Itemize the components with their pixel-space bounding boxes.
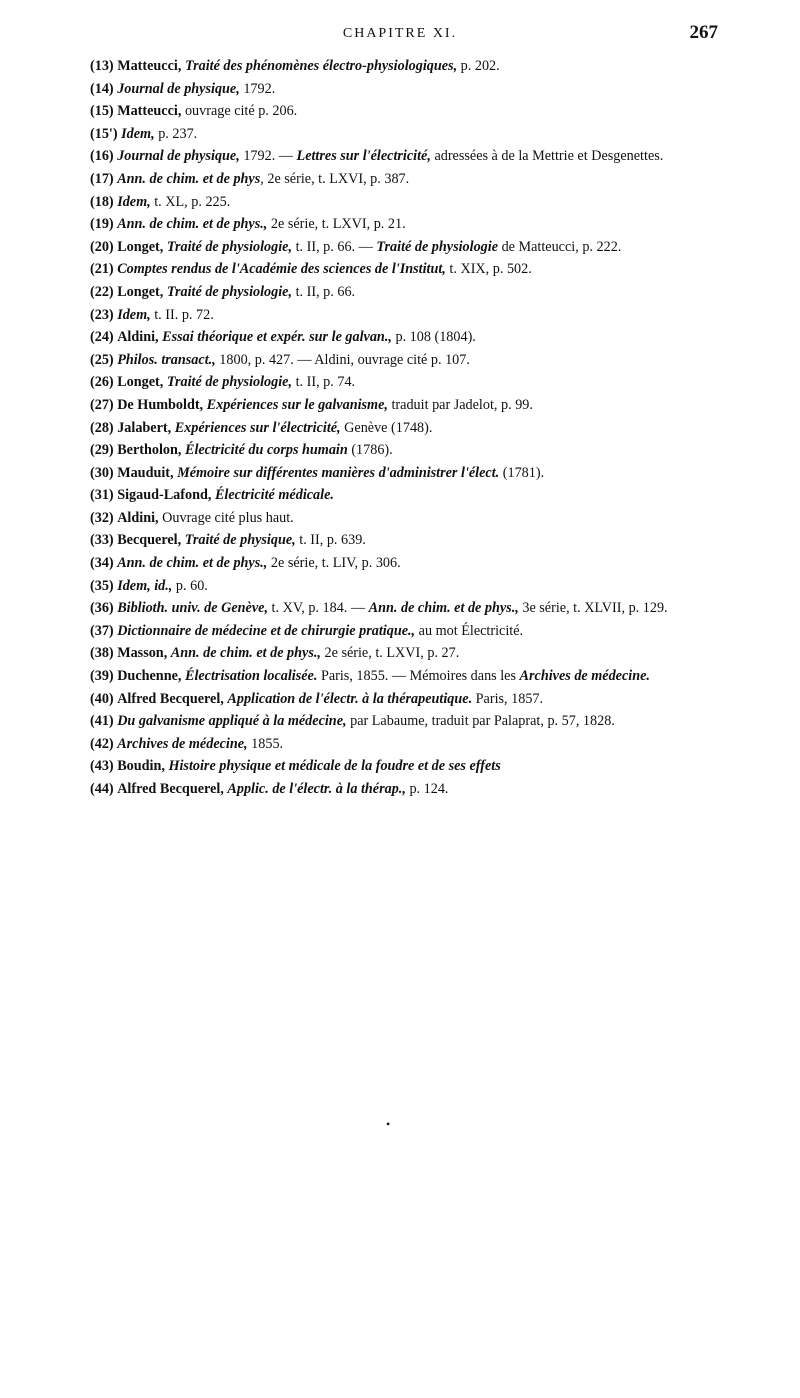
endnote-title: Ann. de chim. et de phys.,	[117, 216, 268, 233]
endnotes-list	[90, 55, 780, 801]
endnote-title: Traité de physiologie,	[166, 374, 293, 391]
endnote-author: De Humboldt,	[117, 396, 204, 413]
endnote-number: (16)	[90, 148, 114, 165]
endnote-author: Bertholon,	[117, 442, 182, 459]
endnote-number: (26)	[90, 374, 114, 391]
endnote-title: Ann. de chim. et de phys.,	[170, 645, 321, 662]
endnote-text: p. 108 (1804).	[391, 329, 476, 346]
endnote-author: Matteucci,	[117, 103, 182, 120]
endnote-title: Idem,	[121, 125, 155, 142]
endnote-text: Paris, 1855. — Mémoires dans les	[317, 668, 520, 685]
endnote-text: , 2e série, t. LXVI, p. 387.	[260, 170, 410, 187]
endnote-number: (31)	[90, 487, 114, 504]
endnote-title: Dictionnaire de médecine et de chirurgie pratique.,	[117, 622, 416, 639]
endnote-title: Traité de physiologie,	[166, 283, 293, 300]
endnote-number: (34)	[90, 555, 114, 572]
endnote-author: Longet,	[117, 374, 164, 391]
endnote-text: au mot Électricité.	[415, 622, 524, 639]
endnote-number: (18)	[90, 193, 114, 210]
endnote-number: (43)	[90, 758, 114, 775]
endnote-23	[90, 575, 780, 598]
endnote-title: Traité de physique,	[184, 532, 296, 549]
endnote-30	[90, 733, 780, 756]
endnote-text-second: de Matteucci, p. 222.	[498, 238, 622, 255]
endnote-text: p. 237.	[154, 125, 198, 142]
endnote-title: Biblioth. univ. de Genève,	[117, 600, 268, 617]
endnote-number: (15)	[90, 103, 114, 120]
endnote-title: Idem,	[117, 193, 151, 210]
endnote-title: Idem, id.,	[117, 577, 173, 594]
endnote-author: Matteucci,	[117, 58, 182, 74]
endnote-title: Applic. de l'électr. à la thérap.,	[227, 781, 406, 797]
endnote-number: (39)	[90, 668, 114, 685]
endnote-number: (14)	[90, 80, 114, 97]
endnote-author: Masson,	[117, 645, 168, 662]
endnote-text: ouvrage cité p. 206.	[184, 103, 298, 120]
endnote-text: 2e série, t. LXVI, p. 27.	[320, 645, 460, 662]
endnote-number: (15')	[90, 125, 118, 142]
endnote-text: t. II, p. 639.	[295, 532, 366, 549]
endnote-author: Longet,	[117, 283, 164, 300]
endnote-number: (25)	[90, 351, 114, 368]
endnote-number: (20)	[90, 238, 114, 255]
endnote-text: t. II, p. 66.	[292, 283, 356, 300]
endnote-number: (17)	[90, 170, 114, 187]
endnote-text: t. II. p. 72.	[150, 306, 214, 323]
endnote-28	[90, 688, 780, 711]
endnote-number: (36)	[90, 600, 114, 617]
endnote-number: (37)	[90, 622, 114, 639]
endnote-title: Traité des phénomènes électro-physiologiques,	[184, 58, 458, 74]
page-header	[0, 22, 800, 52]
endnote-author: Aldini,	[117, 509, 159, 526]
endnote-24	[90, 597, 780, 620]
endnote-title: Ann. de chim. et de phys	[117, 170, 261, 187]
endnote-19	[90, 484, 780, 507]
endnote-number: (13)	[90, 58, 114, 74]
endnote-4	[90, 145, 780, 168]
endnote-number: (23)	[90, 306, 114, 323]
endnote-author: Sigaud-Lafond,	[117, 487, 212, 504]
endnote-27	[90, 665, 780, 688]
endnote-text: (1781).	[499, 464, 545, 481]
endnote-29	[90, 710, 780, 733]
endnote-number: (22)	[90, 283, 114, 300]
endnote-number: (35)	[90, 577, 114, 594]
endnote-11	[90, 304, 780, 327]
endnote-8	[90, 236, 780, 259]
endnote-title: Journal de physique,	[117, 80, 240, 97]
endnote-author: Duchenne,	[117, 668, 182, 685]
endnote-18	[90, 462, 780, 485]
endnote-text: traduit par Jadelot, p. 99.	[387, 396, 533, 413]
endnote-text: p. 60.	[172, 577, 208, 594]
endnote-number: (33)	[90, 532, 114, 549]
endnote-number: (32)	[90, 509, 114, 526]
endnote-31	[90, 755, 780, 778]
endnote-number: (24)	[90, 329, 114, 346]
endnote-title: Électrisation localisée.	[184, 668, 318, 685]
endnote-number: (41)	[90, 713, 114, 730]
endnote-number: (29)	[90, 442, 114, 459]
endnote-text: 2e série, t. LXVI, p. 21.	[267, 216, 406, 233]
endnote-number: (19)	[90, 216, 114, 233]
endnote-text: 1855.	[247, 735, 284, 752]
endnote-text: t. XIX, p. 502.	[445, 261, 532, 278]
endnote-16	[90, 417, 780, 440]
endnote-text-second: 3e série, t. XLVII, p. 129.	[518, 600, 668, 617]
endnote-9	[90, 258, 780, 281]
endnote-title-second: Ann. de chim. et de phys.,	[368, 600, 519, 617]
endnote-number: (42)	[90, 735, 114, 752]
endnote-14	[90, 371, 780, 394]
endnote-title: Électricité du corps humain	[184, 442, 348, 459]
endnote-7	[90, 213, 780, 236]
endnote-10	[90, 281, 780, 304]
endnote-20	[90, 507, 780, 530]
endnote-text-second: adressées à de la Mettrie et Desgenettes.	[430, 148, 664, 165]
endnote-32	[90, 778, 780, 801]
endnote-title: Ann. de chim. et de phys.,	[117, 555, 268, 572]
endnote-number: (40)	[90, 690, 114, 707]
endnote-title-second: Lettres sur l'électricité,	[296, 148, 431, 165]
endnote-1	[90, 78, 780, 101]
endnote-title: Philos. transact.,	[117, 351, 216, 368]
endnote-21	[90, 529, 780, 552]
endnote-number: (28)	[90, 419, 114, 436]
endnote-title: Comptes rendus de l'Académie des sciences de l'Institut,	[117, 261, 446, 278]
endnote-number: (30)	[90, 464, 114, 481]
endnote-author: Alfred Becquerel,	[117, 781, 224, 797]
endnote-25	[90, 620, 780, 643]
endnote-text: t. XV, p. 184. —	[268, 600, 369, 617]
endnote-title: Essai théorique et expér. sur le galvan.,	[162, 329, 392, 346]
endnote-title: Du galvanisme appliqué à la médecine,	[117, 713, 347, 730]
endnote-3	[90, 123, 780, 146]
endnote-13	[90, 349, 780, 372]
endnote-text: (1786).	[347, 442, 393, 459]
endnote-title: Traité de physiologie,	[166, 238, 293, 255]
endnote-author: Boudin,	[117, 758, 165, 775]
endnote-5	[90, 168, 780, 191]
endnote-text: 1792. —	[239, 148, 297, 165]
endnote-text: Ouvrage cité plus haut.	[162, 509, 294, 526]
page-number: 267	[689, 22, 718, 43]
endnote-text: p. 202.	[457, 58, 500, 74]
endnote-author: Jalabert,	[117, 419, 172, 436]
endnote-22	[90, 552, 780, 575]
endnote-author: Mauduit,	[117, 464, 174, 481]
running-head: CHAPITRE XI.	[342, 26, 458, 41]
endnote-text: t. II, p. 66. —	[292, 238, 377, 255]
endnote-text: 2e série, t. LIV, p. 306.	[267, 555, 401, 572]
endnote-number: (44)	[90, 781, 114, 797]
endnote-title: Mémoire sur différentes manières d'administrer l'élect.	[177, 464, 500, 481]
endnote-author: Longet,	[117, 238, 164, 255]
endnote-15	[90, 394, 780, 417]
endnote-title: Archives de médecine,	[117, 735, 248, 752]
endnote-26	[90, 642, 780, 665]
endnote-title: Électricité médicale.	[214, 487, 334, 504]
endnote-2	[90, 100, 780, 123]
endnote-title-second: Archives de médecine.	[519, 668, 650, 685]
endnote-title: Expériences sur l'électricité,	[174, 419, 341, 436]
endnote-text: 1800, p. 427. — Aldini, ouvrage cité p. 107.	[215, 351, 470, 368]
endnote-text: Paris, 1857.	[472, 690, 544, 707]
endnote-title-second: Traité de physiologie	[376, 238, 499, 255]
endnote-text: t. XL, p. 225.	[150, 193, 231, 210]
endnote-author: Becquerel,	[117, 532, 182, 549]
endnote-text: 1792.	[239, 80, 276, 97]
endnote-author: Aldini,	[117, 329, 159, 346]
endnote-title: Application de l'électr. à la thérapeutique.	[227, 690, 473, 707]
endnote-number: (38)	[90, 645, 114, 662]
endnote-title: Histoire physique et médicale de la foudre et de ses effets	[168, 758, 501, 775]
endnote-title: Expériences sur le galvanisme,	[206, 396, 388, 413]
endnote-number: (21)	[90, 261, 114, 278]
endnote-17	[90, 439, 780, 462]
endnote-text: Genève (1748).	[340, 419, 433, 436]
endnote-0	[90, 55, 780, 78]
endnote-number: (27)	[90, 396, 114, 413]
endnote-text: par Labaume, traduit par Palaprat, p. 57, 1828.	[346, 713, 615, 730]
endnote-title: Idem,	[117, 306, 151, 323]
ornament-dot: •	[386, 1117, 391, 1131]
endnote-title: Journal de physique,	[117, 148, 240, 165]
endnote-12	[90, 326, 780, 349]
endnote-author: Alfred Becquerel,	[117, 690, 224, 707]
endnote-text: t. II, p. 74.	[292, 374, 356, 391]
endnote-text: p. 124.	[405, 781, 449, 797]
endnote-6	[90, 191, 780, 214]
